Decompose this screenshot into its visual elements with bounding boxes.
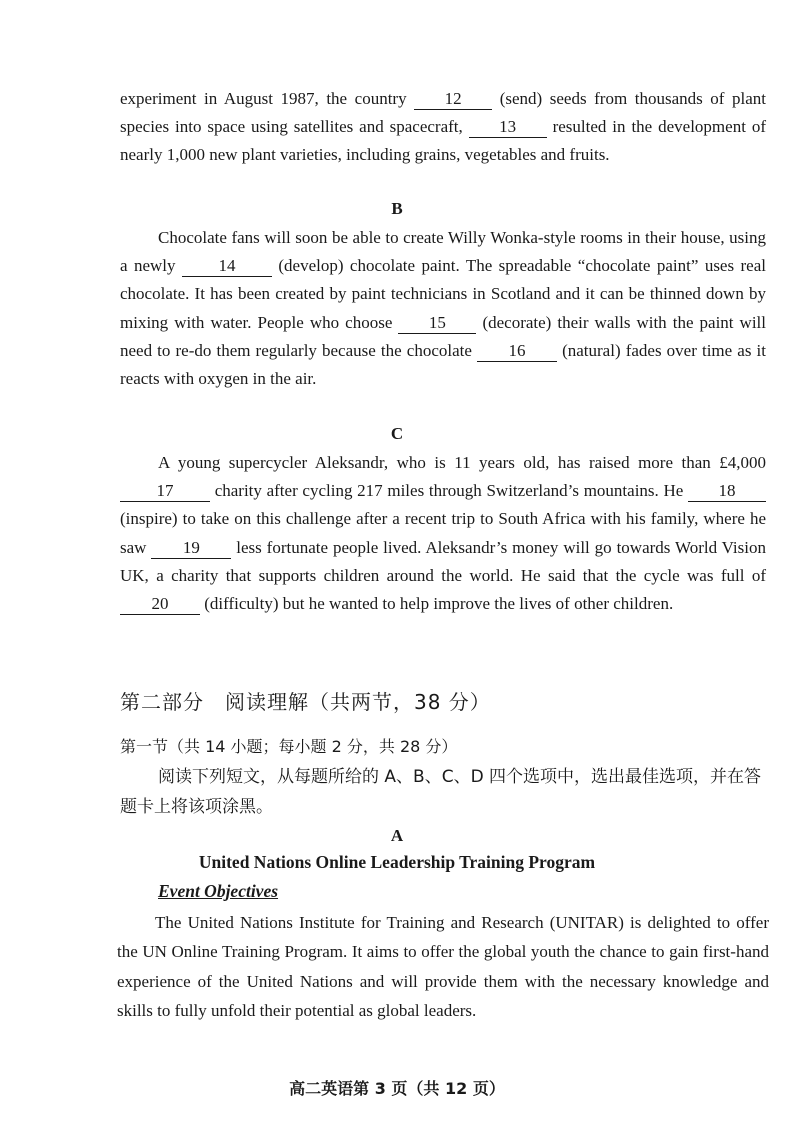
intro-paragraph bbox=[120, 85, 766, 170]
section-c-paragraph bbox=[120, 449, 766, 618]
intro-text-3: resulted in the development of nearly 1,000 new plant varieties, including grains, vegetables and fruits. bbox=[120, 117, 766, 165]
intro-text-1: experiment in August 1987, the country bbox=[120, 89, 415, 108]
blank-15: 15 bbox=[398, 313, 476, 334]
section-b-text-3: (decorate) their walls with the paint will need to re-do them regularly because the chocolate bbox=[120, 312, 766, 360]
section-c-text-4: less fortunate people lived. Aleksandr’s money will go towards World Vision UK, a charity that supports children around the world. He said that the cycle was full of bbox=[120, 537, 766, 585]
section-b-text-4: (natural) fades over time as it reacts with oxygen in the air. bbox=[120, 340, 766, 389]
section-c-text-1: A young supercycler Aleksandr, who is 11 years old, has raised more than £4,000 bbox=[158, 453, 766, 472]
blank-16: 16 bbox=[477, 341, 557, 362]
part-two-title: 第二部分 阅读理解（共两节，38 分） bbox=[120, 690, 491, 714]
blank-20: 20 bbox=[120, 594, 200, 615]
passage-a-letter: A bbox=[390, 826, 404, 845]
event-objectives-heading: Event Objectives bbox=[158, 881, 279, 901]
intro-text-2: (send) seeds from thousands of plant species into space using satellites and spacecraft, bbox=[120, 89, 766, 137]
part-two-subsection: 第一节（共 14 小题；每小题 2 分，共 28 分） bbox=[120, 737, 458, 756]
section-c-text-3: (inspire) to take on this challenge after a recent trip to South Africa with his family, where he saw bbox=[120, 509, 766, 557]
section-b-text-2: (develop) chocolate paint. The spreadable “chocolate paint” uses real chocolate. It has been created by paint technicians in Scotland and it can be thinned down by mixing with water. People who choose bbox=[120, 256, 766, 332]
section-c-letter: C bbox=[390, 424, 404, 443]
blank-12: 12 bbox=[414, 89, 492, 110]
section-b-paragraph bbox=[120, 224, 766, 393]
section-b-letter: B bbox=[391, 199, 403, 218]
blank-19: 19 bbox=[151, 538, 231, 559]
blank-13: 13 bbox=[469, 117, 547, 138]
section-b-text-1: Chocolate fans will soon be able to create Willy Wonka-style rooms in their house, using a newly bbox=[120, 228, 766, 276]
blank-17: 17 bbox=[120, 481, 210, 502]
blank-14: 14 bbox=[182, 256, 272, 277]
passage-a-title: United Nations Online Leadership Training Program bbox=[198, 852, 596, 872]
page-footer: 高二英语第 3 页（共 12 页） bbox=[289, 1079, 505, 1098]
blank-18: 18 bbox=[688, 481, 766, 502]
section-c-text-5: (difficulty) but he wanted to help improve the lives of other children. bbox=[200, 594, 674, 614]
passage-a-body: The United Nations Institute for Training and Research (UNITAR) is delighted to offer the UN Online Training Program. It aims to offer the global youth the chance to gain first-hand experience of the United Nations and will provide them with the necessary knowledge and skills to fully unfold their potential as global leaders. bbox=[117, 913, 769, 1020]
part-two-instructions: 阅读下列短文，从每题所给的 A、B、C、D 四个选项中，选出最佳选项，并在答题卡上将该项涂黑。 bbox=[120, 767, 762, 817]
section-c-text-2: charity after cycling 217 miles through Switzerland’s mountains. He bbox=[210, 481, 688, 501]
